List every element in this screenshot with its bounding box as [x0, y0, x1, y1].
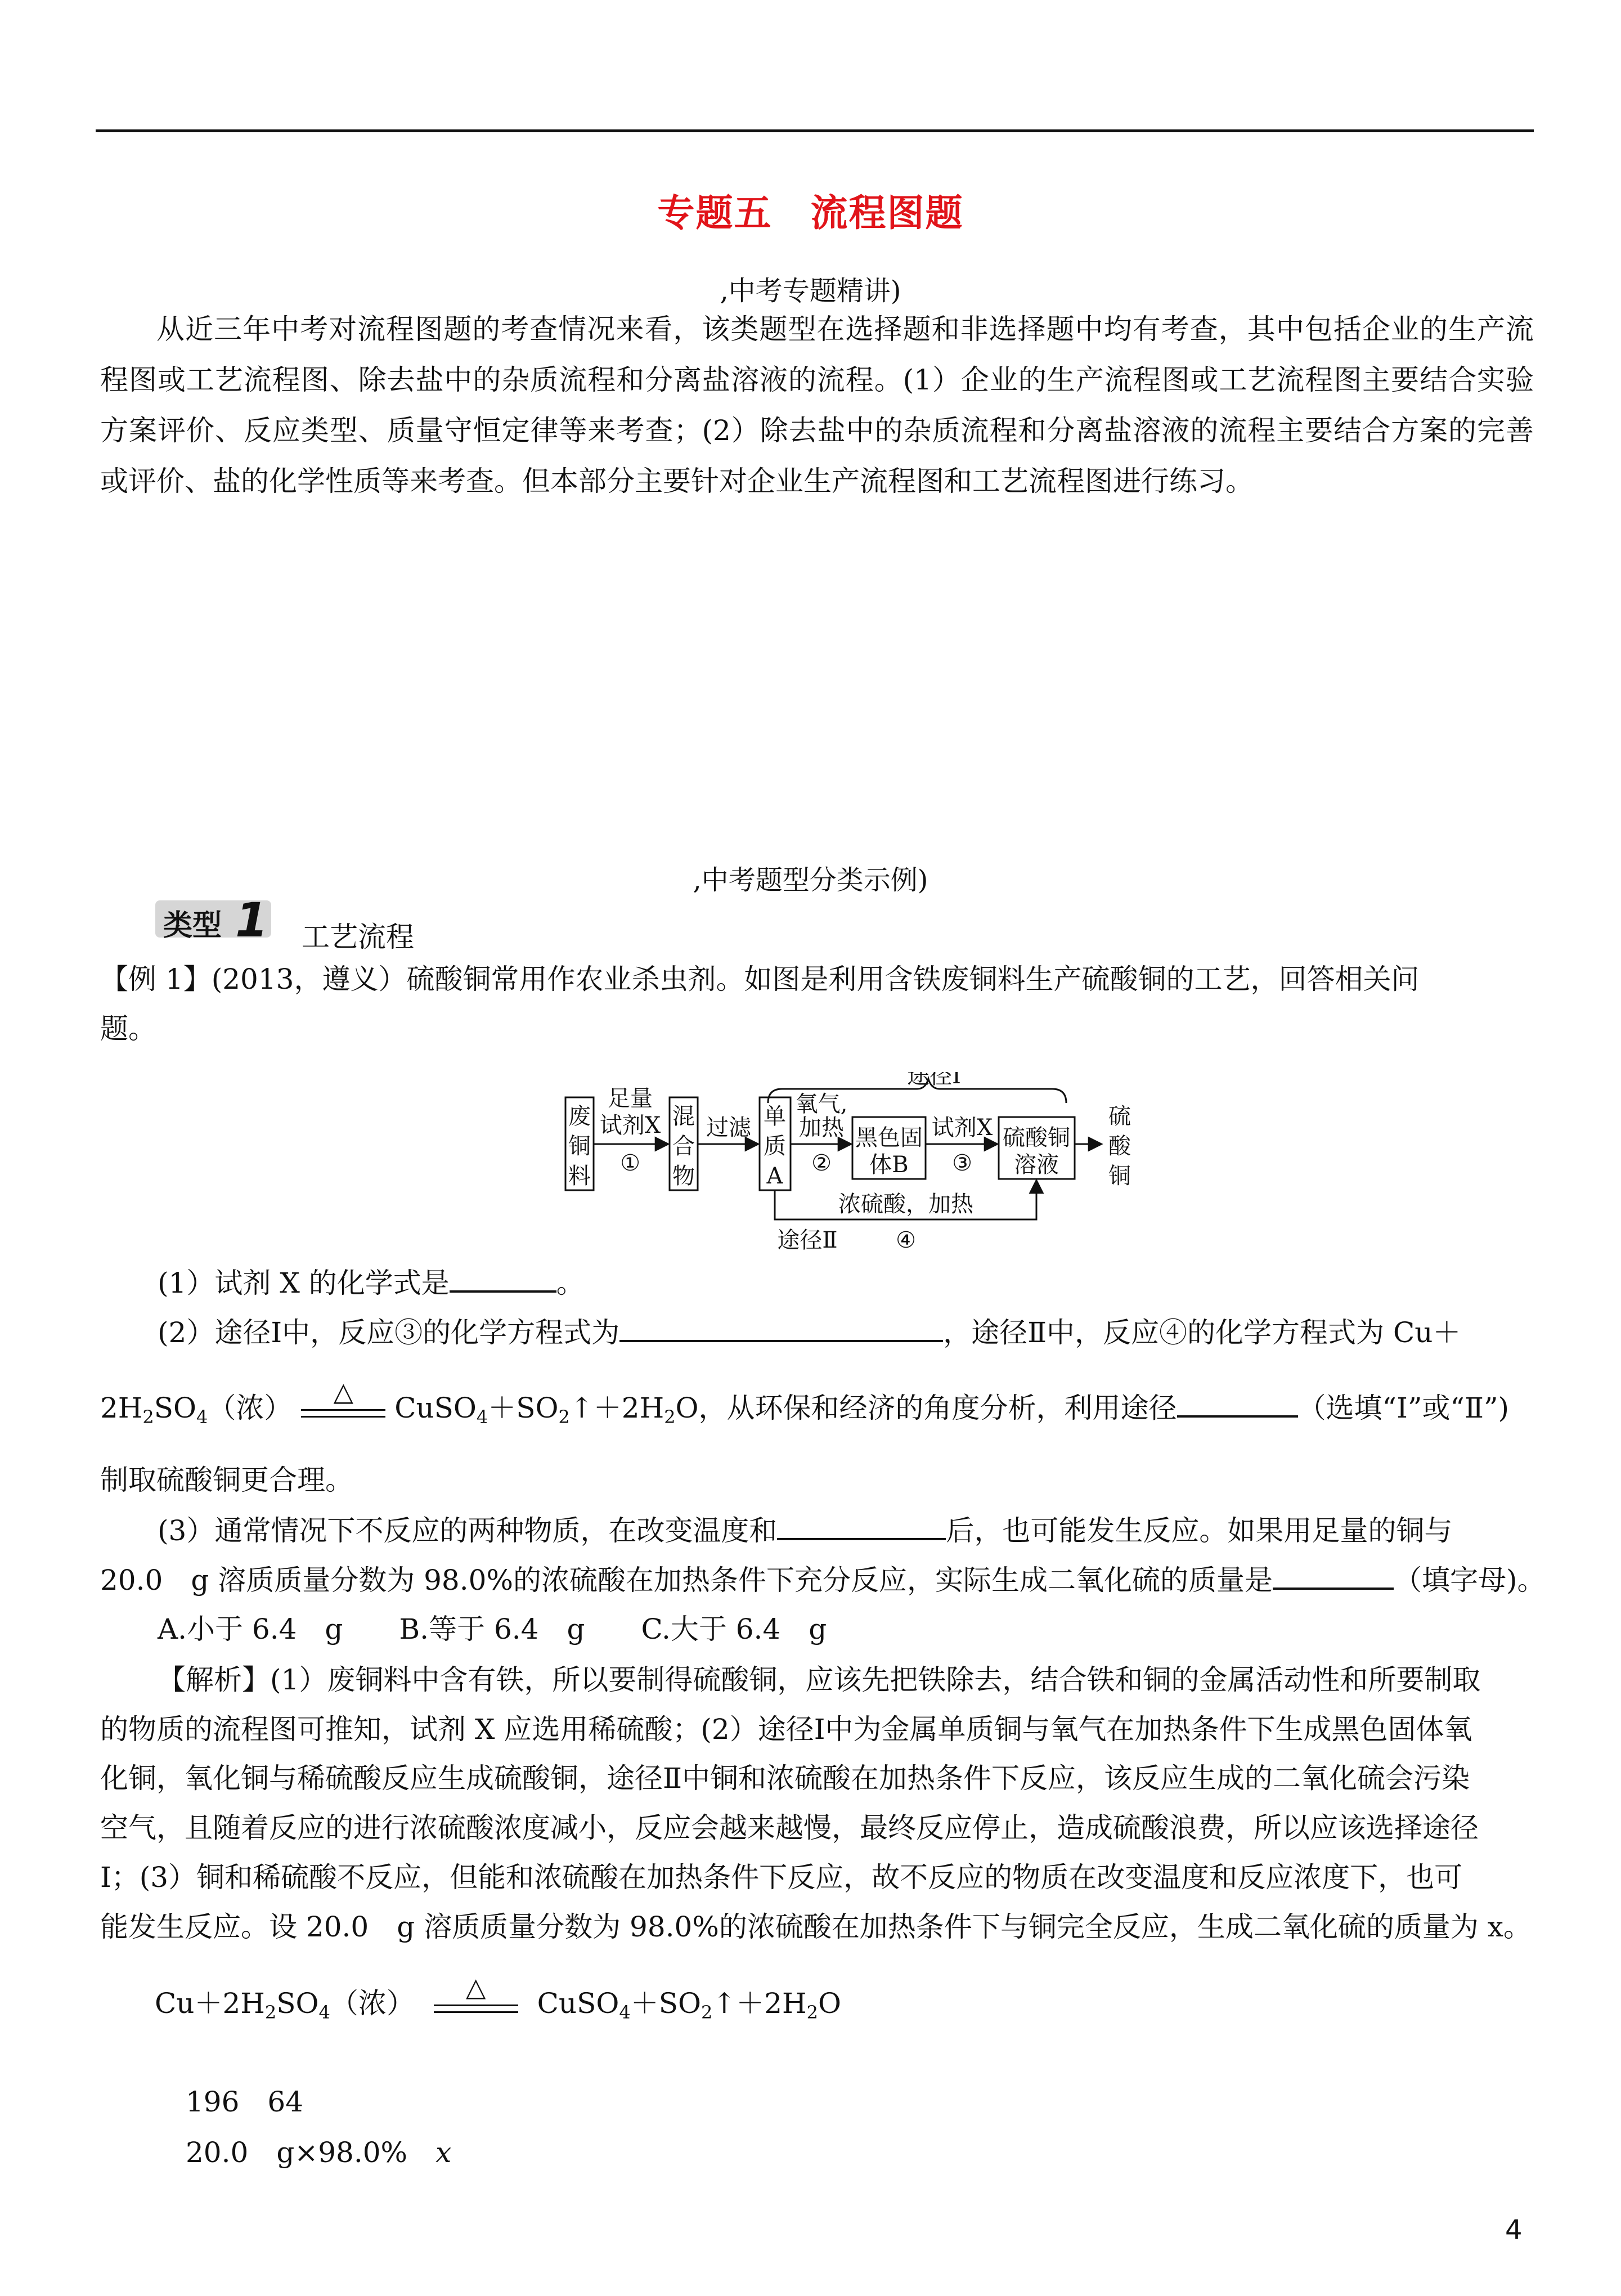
reaction-equation [155, 1972, 841, 2023]
question-2-text-d: （选填“Ⅰ”或“Ⅱ”) [1297, 1392, 1510, 1424]
eq2-conc: （浓） [208, 1392, 293, 1424]
product-char-1: 硫 [1108, 1104, 1131, 1129]
ratio-mass: 20.0 g×98.0% [186, 2136, 408, 2169]
eq2-so2: ＋SO [488, 1392, 559, 1424]
ratio-unknown: x [435, 2136, 452, 2169]
question-3-text-c: 20.0 g 溶质质量分数为 98.0%的浓硫酸在加热条件下充分反应，实际生成二氧化硫的质量是 [100, 1564, 1273, 1597]
flow-diagram-svg [563, 1072, 1137, 1258]
top-rule [96, 129, 1534, 132]
type-badge-number: 1 [235, 893, 268, 948]
route1-label: 途径Ⅰ [907, 1072, 961, 1089]
page-title: 专题五 流程图题 [657, 191, 964, 235]
arrow4-label-1: 试剂X [931, 1115, 993, 1141]
eq-cuso: CuSO [537, 1987, 619, 2020]
eq2-sub-1: 2 [142, 1406, 154, 1428]
type-badge-word: 类型 [163, 908, 222, 943]
analysis-line-5: Ⅰ；(3）铜和稀硫酸不反应，但能和浓硫酸在加热条件下反应，故不反应的物质在改变温度和反应浓度下，也可 [100, 1861, 1463, 1894]
eq-o: O [818, 1987, 841, 2020]
route2-condition-label: 浓硫酸，加热 [838, 1191, 973, 1217]
section-heading-lecture: ,中考专题精讲) [720, 275, 901, 307]
heat-equals-sign [301, 1376, 385, 1427]
eq-conc: （浓） [330, 1987, 415, 2020]
question-3-answer-blank[interactable] [1273, 1559, 1394, 1590]
question-3-condition-blank[interactable] [777, 1510, 946, 1540]
question-2-equation-blank[interactable] [619, 1312, 943, 1342]
analysis-line-3: 化铜，氧化铜与稀硫酸反应生成硫酸铜，途径Ⅱ中铜和浓硫酸在加热条件下反应，该反应生成的二氧化硫会污染 [100, 1762, 1470, 1795]
analysis-line-6: 能发生反应。设 20.0 g 溶质质量分数为 98.0%的浓硫酸在加热条件下与铜完全反应，生成二氧化硫的质量为 x。 [100, 1911, 1532, 1943]
analysis-line-4: 空气，且随着反应的进行浓硫酸浓度减小，反应会越来越慢，最终反应停止，造成硫酸浪费，所以应该选择途径 [100, 1811, 1479, 1844]
intro-paragraph: 从近三年中考对流程图题的考查情况来看，该类题型在选择题和非选择题中均有考查，其中包括企业的生产流程图或工艺流程图、除去盐中的杂质流程和分离盐溶液的流程。(1）企业的生产流程图或工艺流程图主要结合实验方案评价、反应类型、质量守恒定律等来考查；(2）除去盐中的杂质流程和分离盐溶液的流程主要结合方案的完善或评价、盐的化学性质等来考查。但本部分主要针对企业生产流程图和工艺流程图进行练习。 [100, 313, 1534, 497]
eq2-cuso: CuSO [394, 1392, 477, 1424]
box3-char-1: 单 [764, 1104, 786, 1129]
eq2-h2o: ↑＋2H [569, 1392, 664, 1424]
eq-sub-4: 2 [701, 2002, 713, 2023]
eq2-sub-2: 4 [196, 1406, 208, 1428]
arrow3-label-2: 加热 [799, 1115, 844, 1141]
arrow1-label-3: ① [620, 1150, 640, 1176]
ratio-line-2 [186, 2130, 451, 2171]
box2-char-1: 混 [672, 1104, 695, 1129]
eq-sub-5: 2 [806, 2002, 818, 2023]
arrow4-label-2: ③ [952, 1150, 972, 1176]
analysis-line-1: 【解析】(1）废铜料中含有铁，所以要制得硫酸铜，应该先把铁除去，结合铁和铜的金属活动性和所要制取 [158, 1663, 1481, 1696]
eq2-sub-3: 4 [476, 1406, 488, 1428]
analysis-line-2: 的物质的流程图可推知，试剂 X 应选用稀硫酸；(2）途径Ⅰ中为金属单质铜与氧气在加热条件下生成黑色固体氧 [100, 1713, 1472, 1746]
question-1-answer-blank[interactable] [450, 1262, 556, 1293]
eq2-h: 2H [100, 1392, 143, 1424]
route2-label: 途径Ⅱ [777, 1227, 838, 1253]
box2-char-2: 合 [672, 1133, 695, 1159]
box3-char-3: A [766, 1163, 783, 1189]
arrow1-label-1: 足量 [608, 1086, 653, 1111]
type-title: 工艺流程 [302, 921, 414, 953]
ratio-line-1: 196 64 [186, 2086, 304, 2118]
box2-char-3: 物 [672, 1163, 695, 1189]
box4-line-2: 体B [869, 1152, 909, 1178]
box1-char-1: 废 [568, 1104, 591, 1129]
box5-line-2: 溶液 [1014, 1152, 1059, 1178]
box5-line-1: 硫酸铜 [1003, 1125, 1070, 1151]
product-char-3: 铜 [1108, 1163, 1131, 1189]
section-heading-examples: ,中考题型分类示例) [693, 864, 928, 896]
process-flow-diagram [563, 1072, 1137, 1264]
question-3-line-2 [100, 1558, 1545, 1598]
eq2-so: SO [154, 1392, 197, 1424]
question-3-line-1 [158, 1508, 1452, 1549]
question-2-text-a: (2）途径Ⅰ中，反应③的化学方程式为 [158, 1316, 620, 1349]
eq-sub-3: 4 [619, 2002, 631, 2023]
question-3-options: A.小于 6.4 g B.等于 6.4 g C.大于 6.4 g [158, 1613, 827, 1645]
question-2-text-b: ，途径Ⅱ中，反应④的化学方程式为 Cu＋ [943, 1316, 1461, 1349]
page-number: 4 [1505, 2214, 1523, 2246]
product-char-2: 酸 [1108, 1133, 1131, 1159]
box4-line-1: 黑色固 [855, 1125, 923, 1151]
heat-triangle: △ [333, 1376, 353, 1407]
question-3-text-a: (3）通常情况下不反应的两种物质，在改变温度和 [158, 1514, 778, 1547]
type-badge [155, 893, 271, 948]
question-1 [158, 1261, 585, 1301]
question-2-line-1 [158, 1310, 1461, 1351]
eq-so: SO [276, 1987, 319, 2020]
eq-so2: ＋SO [630, 1987, 701, 2020]
example-line-2: 题。 [100, 1012, 156, 1045]
example-line-1: 【例 1】(2013，遵义）硫酸铜常用作农业杀虫剂。如图是利用含铁废铜料生产硫酸铜的工艺，回答相关问 [100, 963, 1420, 995]
heat-equals-sign-2 [434, 1972, 518, 2023]
arrow3-label-1: 氧气, [795, 1091, 848, 1117]
box1-char-3: 料 [568, 1163, 591, 1189]
arrow3-label-3: ② [811, 1150, 832, 1176]
eq-sub-1: 2 [264, 2002, 277, 2023]
question-3-text-b: 后，也可能发生反应。如果用足量的铜与 [946, 1514, 1453, 1547]
eq-sub-2: 4 [318, 2002, 330, 2023]
question-2-text-c: O，从环保和经济的角度分析，利用途径 [675, 1392, 1177, 1424]
route2-number: ④ [896, 1227, 916, 1253]
arrow1-label-2: 试剂X [599, 1113, 661, 1138]
eq-h2o: ↑＋2H [712, 1987, 807, 2020]
question-2-line-2 [100, 1376, 1510, 1428]
box1-char-2: 铜 [568, 1133, 591, 1159]
eq2-sub-4: 2 [558, 1406, 570, 1428]
question-3-text-d: （填字母)。 [1393, 1564, 1546, 1597]
eq-cu-h: Cu＋2H [155, 1987, 265, 2020]
arrow2-label: 过滤 [706, 1115, 751, 1141]
question-1-end: 。 [556, 1267, 585, 1299]
question-1-text: (1）试剂 X 的化学式是 [158, 1267, 450, 1299]
eq2-sub-5: 2 [664, 1406, 676, 1428]
question-2-line-3: 制取硫酸铜更合理。 [100, 1464, 353, 1496]
question-2-route-blank[interactable] [1177, 1387, 1298, 1418]
heat-triangle-2: △ [466, 1972, 486, 2002]
box3-char-2: 质 [764, 1133, 786, 1159]
